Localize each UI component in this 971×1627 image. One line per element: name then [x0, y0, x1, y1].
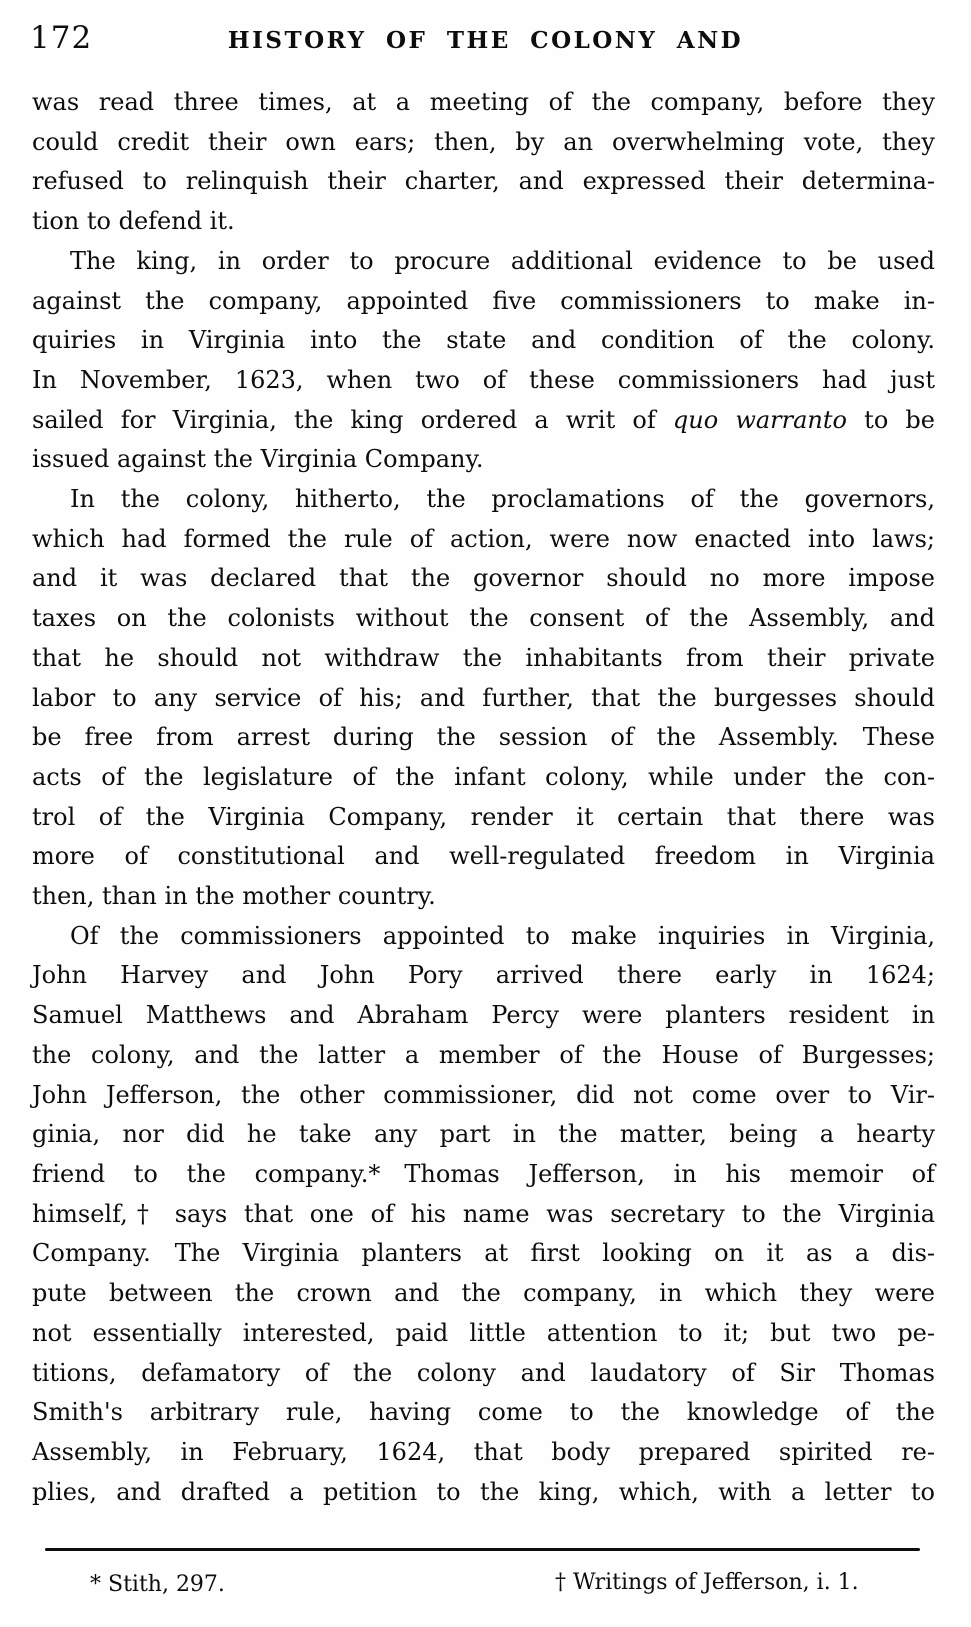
text-line: friend to the company.* Thomas Jefferson, in his memoir of [32, 1159, 935, 1188]
text-line: was read three times, at a meeting of the company, before they [32, 88, 935, 116]
text-line: Assembly, in February, 1624, that body prepared spirited re- [32, 1437, 935, 1466]
text-line: could credit their own ears; then, by an overwhelming vote, they [32, 127, 935, 156]
text-line: trol of the Virginia Company, render it certain that there was [32, 802, 935, 831]
text-line: quiries in Virginia into the state and condition of the colony. [32, 326, 935, 355]
text-line: Of the commissioners appointed to make inquiries in Virginia, [70, 921, 935, 950]
text-line: sailed for Virginia, the king ordered a writ of quo warranto to be [32, 405, 935, 434]
text-line: titions, defamatory of the colony and laudatory of Sir Thomas [32, 1358, 935, 1387]
running-header: HISTORY OF THE COLONY AND [227, 27, 744, 54]
text-line: issued against the Virginia Company. [32, 445, 484, 474]
text-line: Samuel Matthews and Abraham Percy were planters resident in [32, 1001, 935, 1030]
text-line: that he should not withdraw the inhabitants from their private [32, 643, 935, 672]
text-line: Company. The Virginia planters at first looking on it as a dis- [32, 1239, 935, 1268]
text-line: tion to defend it. [32, 207, 235, 236]
paragraph [32, 480, 935, 917]
text-line: then, than in the mother country. [32, 882, 436, 911]
paragraph [32, 83, 935, 242]
page-body-text [32, 83, 935, 1512]
text-line: acts of the legislature of the infant colony, while under the con- [32, 762, 935, 791]
text-line: In November, 1623, when two of these commissioners had just [32, 365, 935, 394]
text-line: labor to any service of his; and further, that the burgesses should [32, 683, 935, 712]
paragraph [32, 917, 935, 1513]
text-line: ginia, nor did he take any part in the matter, being a hearty [32, 1120, 935, 1149]
text-line: Smith's arbitrary rule, having come to the knowledge of the [32, 1398, 935, 1427]
text-line: plies, and drafted a petition to the king, which, with a letter to [32, 1477, 935, 1506]
page-number: 172 [30, 20, 93, 56]
text-line: which had formed the rule of action, were now enacted into laws; [32, 524, 935, 553]
text-line: refused to relinquish their charter, and expressed their determina- [32, 167, 935, 196]
text-line: In the colony, hitherto, the proclamations of the governors, [70, 485, 935, 514]
footnote-divider [45, 1548, 920, 1551]
text-line: not essentially interested, paid little attention to it; but two pe- [32, 1318, 935, 1347]
text-line: the colony, and the latter a member of the House of Burgesses; [32, 1040, 935, 1069]
text-line: and it was declared that the governor should no more impose [32, 564, 935, 593]
text-line: John Jefferson, the other commissioner, did not come over to Vir- [32, 1080, 935, 1109]
text-line: himself,† says that one of his name was secretary to the Virginia [32, 1199, 935, 1228]
footnote-left: * Stith, 297. [90, 1572, 225, 1597]
text-line: The king, in order to procure additional evidence to be used [70, 246, 935, 275]
text-line: be free from arrest during the session of the Assembly. These [32, 723, 935, 752]
text-line: against the company, appointed five commissioners to make in- [32, 286, 935, 315]
text-line: pute between the crown and the company, in which they were [32, 1279, 935, 1308]
footnote-right: † Writings of Jefferson, i. 1. [555, 1570, 859, 1595]
text-line: taxes on the colonists without the consent of the Assembly, and [32, 604, 935, 633]
paragraph [32, 242, 935, 480]
text-line: more of constitutional and well-regulated freedom in Virginia [32, 842, 935, 871]
text-line: John Harvey and John Pory arrived there early in 1624; [32, 961, 935, 990]
